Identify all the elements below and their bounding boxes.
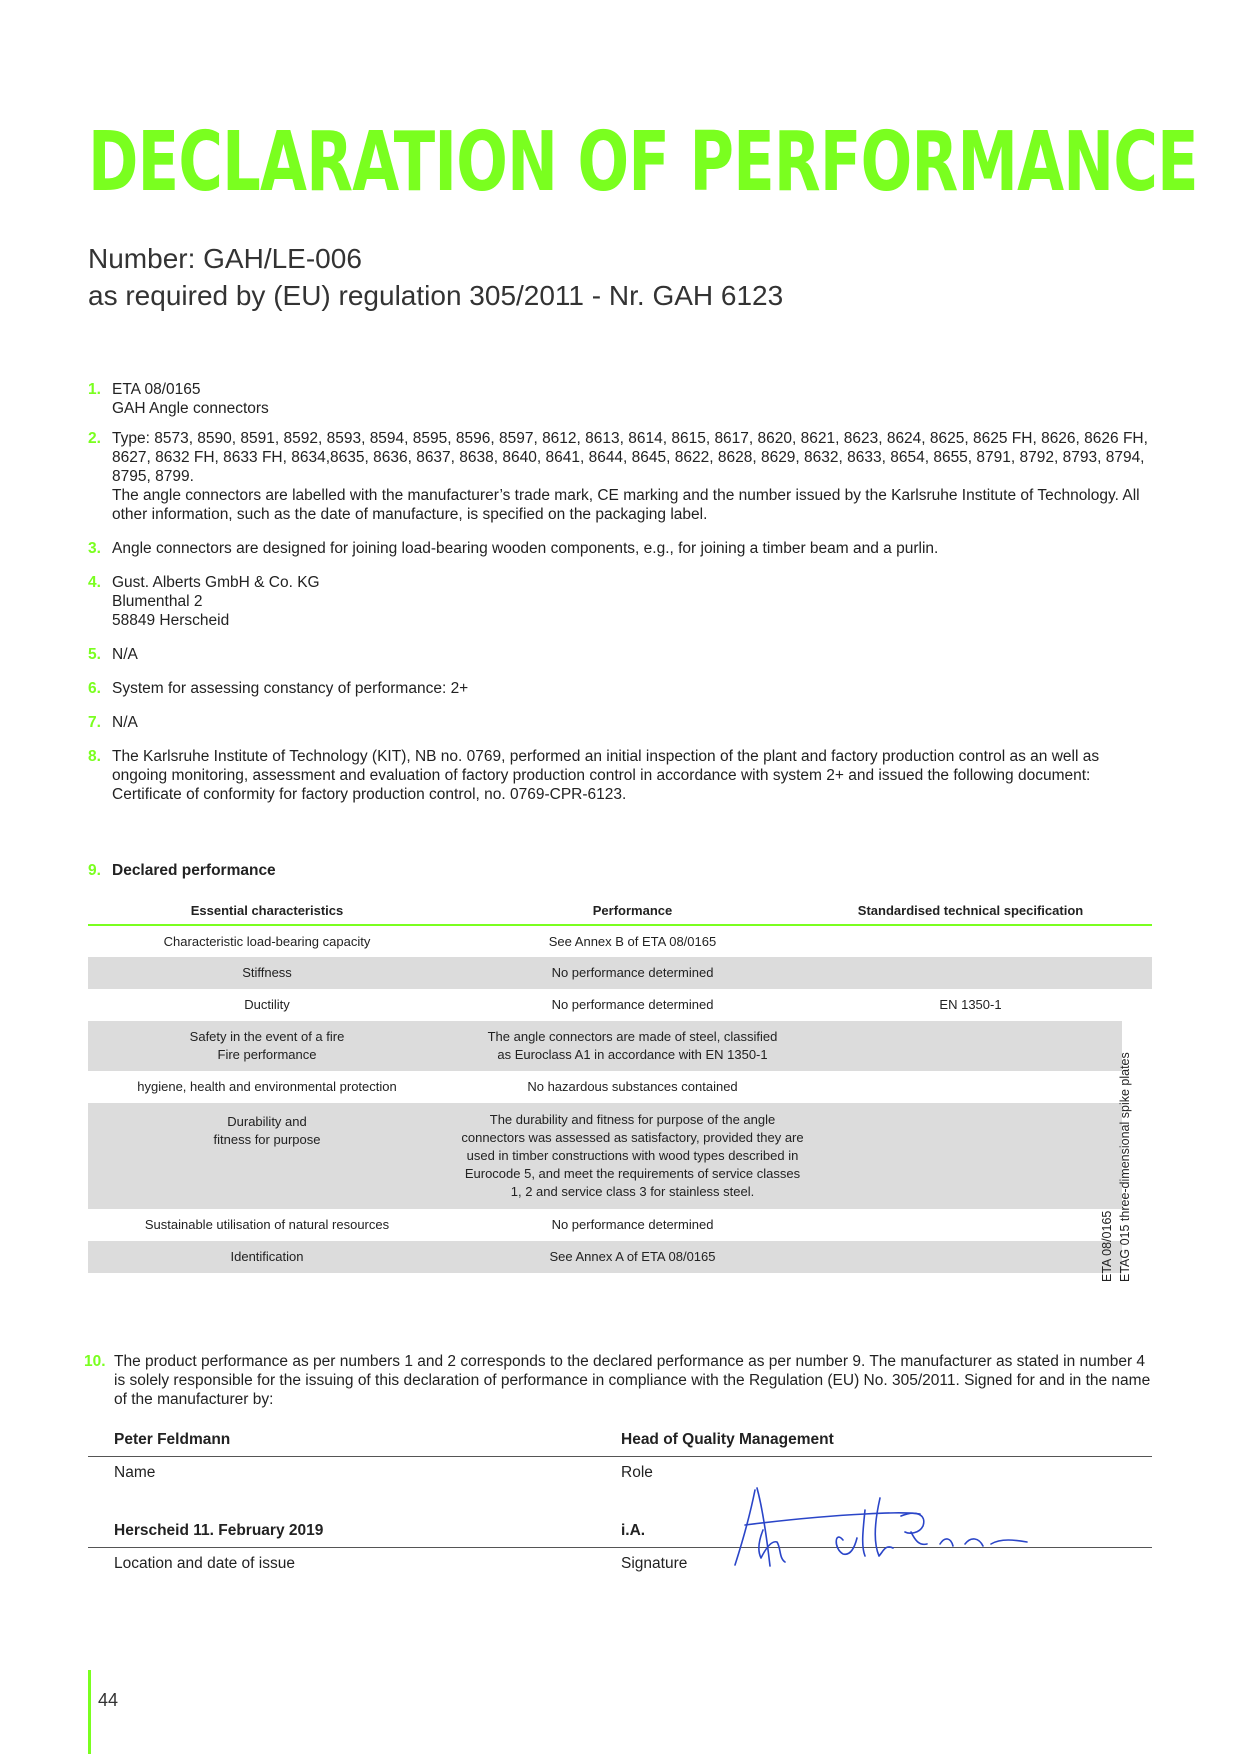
- table-cell: Safety in the event of a fire Fire performance: [88, 1021, 446, 1071]
- table-row: [88, 1103, 1152, 1209]
- table-row: [88, 1241, 1152, 1273]
- item-text: N/A: [112, 646, 138, 663]
- table-cell: EN 1350-1: [939, 997, 1002, 1012]
- column-header: Standardised technical specification: [819, 896, 1122, 925]
- item-text: System for assessing constancy of performance: 2+: [112, 680, 469, 697]
- item-text: The angle connectors are labelled with the manufacturer’s trade mark, CE marking and the number issued by the Karlsruhe Institute of Technology. All other information, such as the date of manufacture, is specified on the packaging label.: [112, 487, 1140, 523]
- item-text: Angle connectors are designed for joining load-bearing wooden components, e.g., for joining a timber beam and a purlin.: [112, 540, 939, 557]
- table-cell: [819, 925, 1122, 957]
- regulation-reference: as required by (EU) regulation 305/2011 - Nr. GAH 6123: [88, 280, 784, 311]
- item-6: [88, 679, 1148, 698]
- item-number: 8.: [88, 748, 101, 765]
- item-8: [88, 747, 1148, 804]
- column-header: Performance: [446, 896, 819, 925]
- signoff-values-row: [88, 1424, 1152, 1457]
- item-7: [88, 713, 1148, 732]
- signature-label: Signature: [621, 1555, 688, 1572]
- declaration-items: [88, 380, 1148, 815]
- table-header-row: [88, 896, 1152, 925]
- table-cell: [819, 1209, 1122, 1241]
- section-number: 10.: [84, 1353, 106, 1370]
- table-row: [88, 1021, 1152, 1071]
- spec-line: ETA 08/0165: [1100, 1210, 1114, 1282]
- table-row: [88, 989, 1152, 1021]
- signer-role: Head of Quality Management: [621, 1431, 834, 1448]
- vertical-specification: [1098, 1022, 1158, 1282]
- page-number: 44: [98, 1690, 119, 1710]
- item-3: [88, 539, 1148, 558]
- section-9-heading: [88, 862, 276, 880]
- section-number: 9.: [88, 862, 101, 879]
- table-cell: Identification: [88, 1241, 446, 1273]
- table-cell: No hazardous substances contained: [527, 1079, 738, 1094]
- table-cell: No performance determined: [551, 1217, 714, 1232]
- signer-name: Peter Feldmann: [114, 1431, 231, 1448]
- table-cell: See Annex A of ETA 08/0165: [446, 1241, 819, 1273]
- item-text: Type: 8573, 8590, 8591, 8592, 8593, 8594, 8595, 8596, 8597, 8612, 8613, 8614, 8615, 8617, 8620, 8621, 8623, 8624, 8625, 8625 FH, 8626, 8626 FH, 8627, 8632 FH, 8633 FH, 8634,8635, 8636, 8637, 8638, 8640, 8641, 8644, 8645, 8622, 8628, 8629, 8632, 8633, 8654, 8655, 8791, 8792, 8793, 8794, 8795, 8799.: [112, 430, 1148, 485]
- item-number: 6.: [88, 680, 101, 697]
- table-cell: [819, 1071, 1122, 1103]
- table-cell: No performance determined: [446, 957, 819, 989]
- page-title: DECLARATION OF PERFORMANCE: [88, 115, 1198, 210]
- item-number: 1.: [88, 381, 101, 398]
- item-number: 7.: [88, 714, 101, 731]
- item-text: Blumenthal 2: [112, 593, 203, 610]
- table-row: [88, 1209, 1152, 1241]
- role-label: Role: [621, 1464, 653, 1481]
- table-cell: Ductility: [244, 997, 290, 1012]
- item-4: [88, 573, 1148, 630]
- on-behalf: i.A.: [621, 1522, 646, 1539]
- item-text: GAH Angle connectors: [112, 400, 269, 417]
- table-cell: Characteristic load-bearing capacity: [163, 933, 371, 949]
- table-cell: Durability and fitness for purpose: [88, 1103, 446, 1209]
- item-number: 4.: [88, 574, 101, 591]
- item-number: 5.: [88, 646, 101, 663]
- table-cell: [819, 1241, 1122, 1273]
- table-cell: Stiffness: [88, 957, 446, 989]
- document-number: Number: GAH/LE-006: [88, 243, 362, 274]
- item-text: ETA 08/0165: [112, 381, 201, 398]
- section-10: [84, 1352, 1154, 1409]
- item-text: Gust. Alberts GmbH & Co. KG: [112, 574, 320, 591]
- table-row: [88, 957, 1152, 989]
- table-row: [88, 1071, 1152, 1103]
- item-1: [88, 380, 1148, 418]
- item-2: [88, 429, 1148, 524]
- table-cell: The durability and fitness for purpose of the angle connectors was assessed as satisfactory, provided they are used in timber constructions with wood types described in Eurocode 5, and meet the requirements of service classes 1, 2 and service class 3 for stainless steel.: [446, 1103, 819, 1209]
- performance-table: [88, 896, 1152, 1273]
- item-5: [88, 645, 1148, 664]
- section-title: Declared performance: [112, 862, 276, 879]
- table-row: [88, 925, 1152, 957]
- table-cell: No performance determined: [551, 997, 714, 1012]
- document-subtitle: [88, 240, 783, 314]
- table-cell: See Annex B of ETA 08/0165: [548, 933, 717, 949]
- table-cell: Sustainable utilisation of natural resources: [144, 1217, 390, 1232]
- column-header: Essential characteristics: [88, 896, 446, 925]
- name-label: Name: [114, 1464, 156, 1481]
- item-number: 2.: [88, 430, 101, 447]
- item-text: The Karlsruhe Institute of Technology (KIT), NB no. 0769, performed an initial inspection of the plant and factory production control as an well as ongoing monitoring, assessment and evaluation of factory production control in accordance with system 2+ and issued the following document: Certificate of conformity for factory production control, no. 0769-CPR-6123.: [112, 748, 1100, 803]
- spec-line: ETAG 015 three-dimensional spike plates: [1118, 1052, 1132, 1282]
- table-cell: hygiene, health and environmental protection: [137, 1079, 397, 1094]
- item-text: 58849 Herscheid: [112, 612, 230, 629]
- page-accent-bar: [88, 1670, 91, 1754]
- place-date-label: Location and date of issue: [114, 1555, 295, 1572]
- table-cell: [819, 1103, 1122, 1209]
- place-date: Herscheid 11. February 2019: [114, 1522, 324, 1539]
- table-cell: [819, 1021, 1122, 1071]
- table-cell: The angle connectors are made of steel, classified as Euroclass A1 in accordance with EN 1350-1: [446, 1021, 819, 1071]
- handwritten-signature: [715, 1470, 1035, 1580]
- item-text: N/A: [112, 714, 138, 731]
- item-number: 3.: [88, 540, 101, 557]
- section-text: The product performance as per numbers 1 and 2 corresponds to the declared performance as per number 9. The manufacturer as stated in number 4 is solely responsible for the issuing of this declaration of performance in compliance with the Regulation (EU) No. 305/2011. Signed for and in the name of the manufacturer by:: [114, 1353, 1151, 1408]
- table-cell: [819, 957, 1122, 989]
